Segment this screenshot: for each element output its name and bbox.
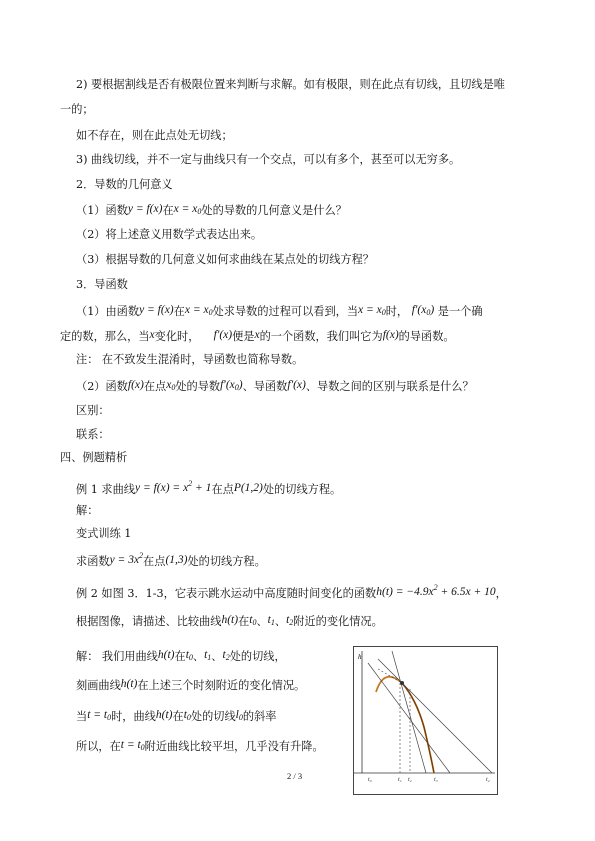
tangent-line bbox=[392, 651, 426, 773]
label-line: 联系： bbox=[76, 428, 110, 441]
paragraph-line: 定的数，那么，当x变化时， f′(x)便是x的一个函数，我们叫它为f(x)的导函数。 bbox=[60, 329, 455, 343]
note-line: 注： 在不致发生混淆时，导函数也简称导数。 bbox=[76, 353, 304, 366]
section-heading: 3．导函数 bbox=[76, 278, 128, 291]
question-line: （3）根据导数的几何意义如何求曲线在某点处的切线方程？ bbox=[76, 253, 374, 266]
example-line: 求函数$y = 3x^2$在点(1,3)处的切线方程。 bbox=[76, 551, 266, 568]
paragraph-line: 3) 曲线切线，并不一定与曲线只有一个交点，可以有多个，甚至可以无穷多。 bbox=[76, 153, 461, 166]
y-axis-label: h bbox=[358, 653, 362, 661]
paragraph-line: 一的； bbox=[60, 103, 94, 116]
t-label: t₃ bbox=[434, 777, 438, 783]
figure-graph bbox=[354, 647, 497, 794]
tangent-point bbox=[400, 681, 404, 685]
section-heading: 四、例题精析 bbox=[60, 451, 128, 464]
height-curve bbox=[376, 677, 434, 773]
paragraph-line: （1）由函数y = f(x)在$x = x_0$处求导数的过程可以看到，当$x = x_0$时， $f'(x_0)$ 是一个确 bbox=[76, 304, 483, 318]
height-curve-shade bbox=[402, 683, 434, 773]
solution-line: 解： 我们用曲线h(t)在$t_0$、$t_1$、$t_2$处的切线， bbox=[76, 649, 286, 663]
solution-line: 当$t = t_0$时，曲线h(t)在$t_0$处的切线$l_0$的斜率 bbox=[76, 709, 277, 723]
label-line: 区别： bbox=[76, 404, 110, 417]
solution-label: 解： bbox=[76, 504, 99, 517]
t-label: t₄ bbox=[486, 777, 490, 783]
subheading: 变式训练 1 bbox=[76, 527, 132, 540]
example-line: 根据图像，请描述、比较曲线h(t)在$t_0$、$t_1$、$t_2$附近的变化情况。 bbox=[76, 614, 383, 628]
t-label: t₁ bbox=[398, 777, 402, 783]
example-line: 例 2 如图 3．1-3，它表示跳水运动中高度随时间变化的函数$h(t) = -4.9x^2 + 6.5x + 10$， bbox=[76, 583, 507, 600]
solution-line: 所以，在$t = t_0$附近曲线比较平坦，几乎没有升降。 bbox=[76, 739, 324, 753]
question-line: （2）函数f(x)在点$x_0$处的导数$f'(x_0)$、导函数f′(x)、导数之间的区别与联系是什么？ bbox=[76, 379, 474, 393]
question-line: （1）函数y = f(x)在$x = x_0$处的导数的几何意义是什么？ bbox=[76, 203, 347, 217]
example-line: 例 1 求曲线$y = f(x) = x^2 + 1$在点P(1,2)处的切线方程。 bbox=[76, 479, 342, 496]
height-time-figure bbox=[353, 646, 498, 795]
tangent-line bbox=[378, 659, 492, 773]
paragraph-line: 2) 要根据割线是否有极限位置来判断与求解。如有极限，则在此点有切线，且切线是唯 bbox=[76, 78, 505, 91]
page-number: 2 / 3 bbox=[287, 771, 303, 781]
paragraph-line: 如不存在，则在此点处无切线； bbox=[76, 129, 233, 142]
solution-line: 刻画曲线h(t)在上述三个时刻附近的变化情况。 bbox=[76, 678, 306, 692]
section-heading: 2．导数的几何意义 bbox=[76, 178, 173, 191]
t-label: t₂ bbox=[408, 777, 412, 783]
t-label: t₀ bbox=[368, 777, 372, 783]
question-line: （2）将上述意义用数学式表达出来。 bbox=[76, 228, 263, 241]
tangent-line bbox=[368, 663, 450, 773]
